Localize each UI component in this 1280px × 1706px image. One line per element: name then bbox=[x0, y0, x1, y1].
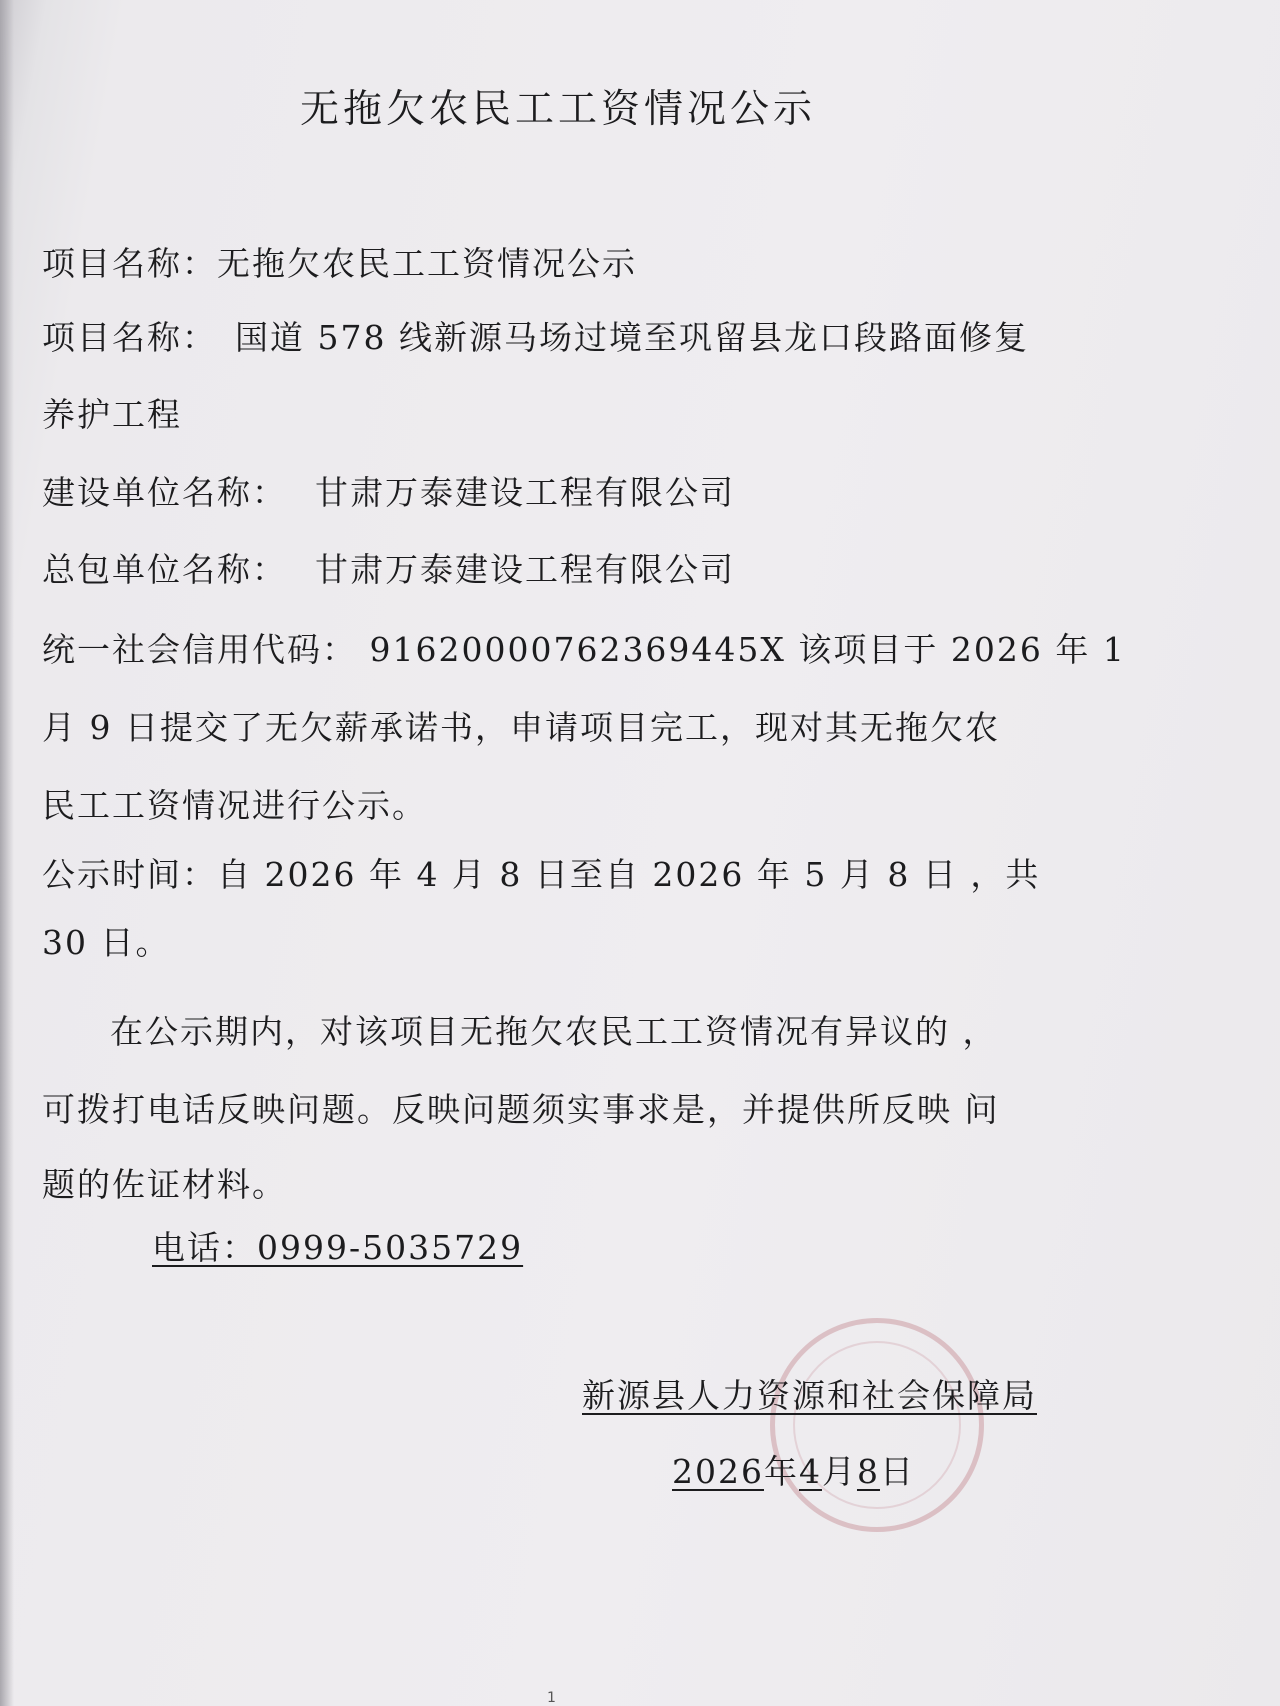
project-name-continuation: 养护工程 bbox=[42, 395, 182, 434]
objection-line-1: 在公示期内，对该项目无拖欠农民工工资情况有异议的 ， bbox=[110, 1012, 998, 1051]
issue-date-year-unit: 年 bbox=[763, 1452, 799, 1491]
general-contractor-line bbox=[42, 550, 735, 590]
project-name-value-2: 国道 578 线新源马场过境至巩留县龙口段路面修复 bbox=[235, 318, 1029, 357]
project-name-label: 项目名称： bbox=[42, 244, 217, 283]
document-title: 无拖欠农民工工资情况公示 bbox=[300, 87, 817, 132]
construction-unit-line bbox=[42, 473, 735, 513]
issue-date-month: 4 bbox=[798, 1452, 822, 1491]
official-seal bbox=[770, 1318, 984, 1532]
issue-date-day: 8 bbox=[856, 1452, 880, 1491]
general-contractor-label: 总包单位名称： bbox=[42, 550, 287, 589]
project-name-line-1 bbox=[42, 244, 637, 284]
issue-date-day-unit: 日 bbox=[879, 1452, 915, 1491]
issue-date-year: 2026 bbox=[672, 1452, 764, 1491]
statement-line-3: 民工工资情况进行公示。 bbox=[42, 786, 427, 825]
contact-phone: 电话：0999-5035729 bbox=[152, 1228, 524, 1267]
issuing-authority: 新源县人力资源和社会保障局 bbox=[582, 1376, 1037, 1415]
construction-unit-value: 甘肃万泰建设工程有限公司 bbox=[315, 473, 735, 512]
project-name-label-2: 项目名称： bbox=[42, 318, 217, 357]
issue-date-month-unit: 月 bbox=[821, 1452, 857, 1491]
statement-line-2: 月 9 日提交了无欠薪承诺书，申请项目完工，现对其无拖欠农 bbox=[42, 708, 1000, 747]
page-number: 1 bbox=[547, 1690, 556, 1706]
issue-date bbox=[672, 1452, 915, 1492]
general-contractor-value: 甘肃万泰建设工程有限公司 bbox=[315, 550, 735, 589]
construction-unit-label: 建设单位名称： bbox=[42, 473, 287, 512]
credit-code-line: 统一社会信用代码： 91620000762369445X 该项目于 2026 年 1 bbox=[42, 630, 1126, 669]
objection-line-2: 可拨打电话反映问题。反映问题须实事求是，并提供所反映 问 bbox=[42, 1090, 1000, 1129]
notice-period-days: 30 日。 bbox=[42, 923, 171, 962]
notice-period-line: 公示时间：自 2026 年 4 月 8 日至自 2026 年 5 月 8 日 ，共 bbox=[42, 855, 1041, 894]
objection-line-3: 题的佐证材料。 bbox=[42, 1165, 287, 1204]
project-name-value: 无拖欠农民工工资情况公示 bbox=[217, 244, 637, 283]
project-name-line-2 bbox=[42, 318, 1029, 358]
